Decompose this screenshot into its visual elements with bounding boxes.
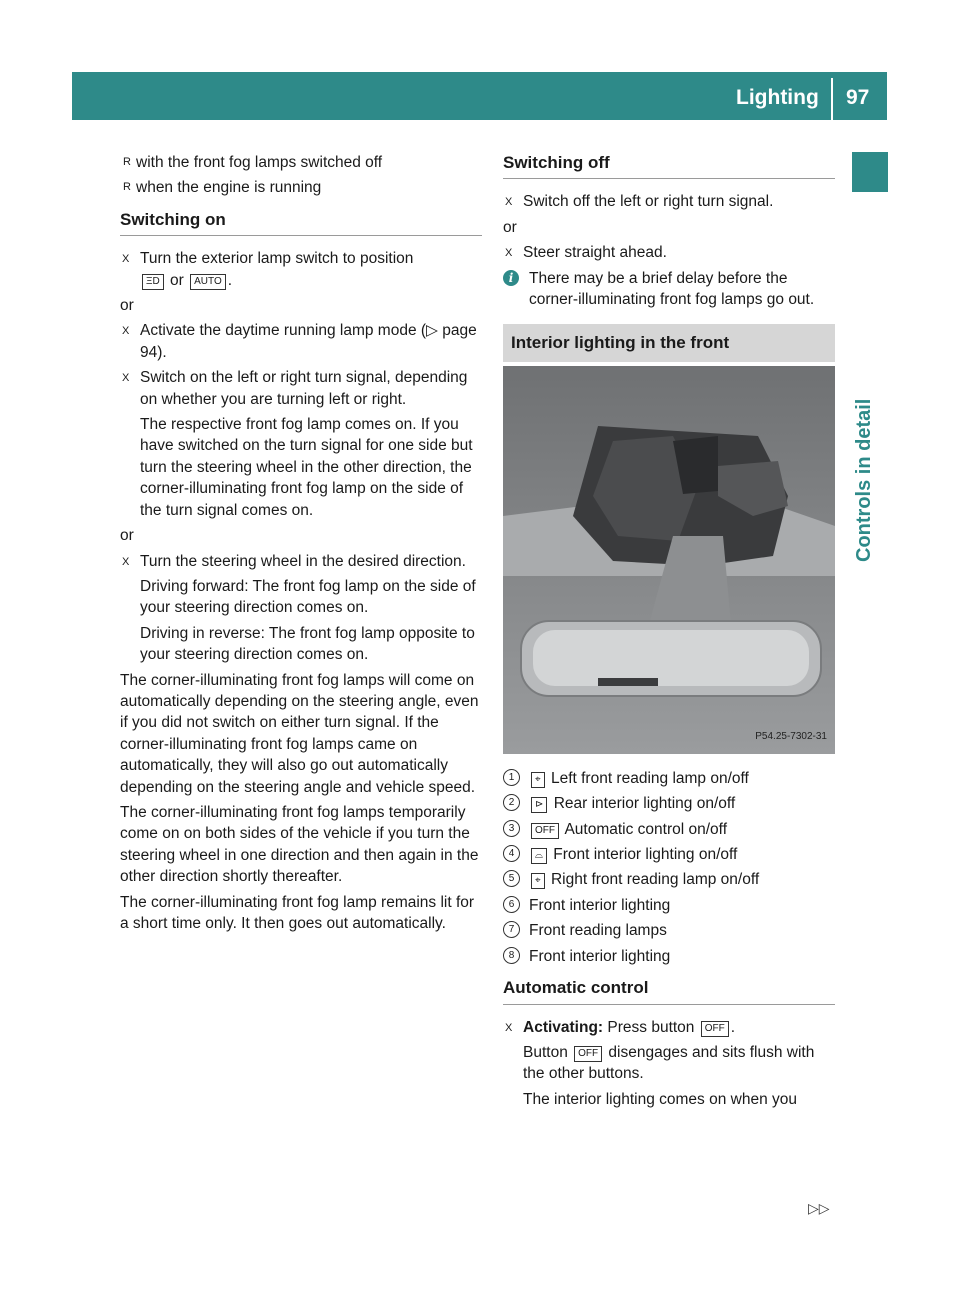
- button-symbol-icon: ⊳: [531, 797, 547, 813]
- step-text: Steer straight ahead.: [523, 244, 667, 262]
- figure-illustration: [503, 366, 835, 754]
- or-text: or: [120, 527, 134, 545]
- step-detail: Driving in reverse: The front fog lamp opposite to your steering direction comes on.: [140, 624, 475, 664]
- step-arrow-icon: X: [505, 196, 513, 209]
- step-label: Activating:: [523, 1018, 604, 1036]
- legend-item: [503, 793, 835, 814]
- legend-text: Front interior lighting on/off: [553, 846, 738, 864]
- info-icon: i: [503, 270, 519, 286]
- header-divider: [831, 78, 833, 120]
- legend-number: 2: [503, 794, 520, 811]
- step-detail: The interior lighting comes on when you: [523, 1090, 797, 1108]
- legend-text: Rear interior lighting on/off: [553, 795, 736, 813]
- legend-number: 6: [503, 896, 520, 913]
- step-detail: Driving forward: The front fog lamp on the side of your steering direction comes on.: [140, 577, 476, 617]
- step-text: Switch on the left or right turn signal, depending on whether you are turning left or right.: [140, 369, 468, 408]
- step-text: Activate the daytime running lamp mode (▷ page 94).: [140, 322, 477, 361]
- section-box-heading: Interior lighting in the front: [503, 324, 835, 361]
- bullet-icon: R: [123, 156, 131, 168]
- heading-automatic-control: Automatic control: [503, 977, 835, 1004]
- legend-list: [503, 768, 835, 967]
- step-text: Press button: [603, 1018, 699, 1036]
- info-note: [503, 268, 835, 311]
- step-text: Turn the exterior lamp switch to position: [140, 250, 414, 268]
- step-item: [120, 551, 482, 572]
- detail-text: Button: [523, 1043, 573, 1061]
- or-text: or: [503, 218, 517, 236]
- overhead-control-panel-photo: [503, 366, 835, 754]
- low-beam-icon: ΞD: [142, 274, 164, 290]
- step-text: .: [227, 271, 233, 289]
- step-item: [120, 367, 482, 410]
- legend-number: 3: [503, 820, 520, 837]
- left-column: [120, 152, 482, 938]
- paragraph: The corner-illuminating front fog lamps temporarily come on on both sides of the vehicle if you turn the steering wheel in one direction and then again in the other direction shortly thereafter.: [120, 803, 479, 886]
- step-item: X Activating: Press button OFF .: [503, 1017, 835, 1038]
- bullet-text: with the front fog lamps switched off: [136, 154, 383, 171]
- page-number: 97: [846, 86, 870, 109]
- legend-item: [503, 819, 835, 840]
- chapter-label: Controls in detail: [853, 398, 875, 562]
- step-arrow-icon: X: [505, 1021, 513, 1034]
- legend-item: [503, 844, 835, 865]
- side-tab-marker: [852, 152, 888, 192]
- bullet-icon: R: [123, 181, 131, 194]
- heading-switching-off: Switching off: [503, 152, 835, 179]
- legend-number: 4: [503, 845, 520, 862]
- step-arrow-icon: X: [122, 253, 130, 266]
- detail-text: disengages and sits flush with the other buttons.: [523, 1043, 815, 1083]
- button-symbol-icon: ⌓: [531, 848, 547, 864]
- legend-item: [503, 768, 835, 789]
- legend-number: 1: [503, 769, 520, 786]
- section-title: Lighting: [736, 86, 819, 109]
- note-text: There may be a brief delay before the corner-illuminating front fog lamps go out.: [529, 269, 815, 309]
- step-arrow-icon: X: [122, 555, 130, 568]
- step-arrow-icon: X: [122, 325, 130, 338]
- legend-text: Left front reading lamp on/off: [550, 769, 749, 787]
- button-symbol-icon: OFF: [531, 823, 559, 839]
- or-text: or: [120, 297, 134, 315]
- paragraph: The corner-illuminating front fog lamps will come on automatically depending on the steering angle, even if you did not switch on either turn signal. If the corner-illuminating front fog lamps came on automatically, they will also go out automatically depending on the steering angle and vehicle speed.: [120, 671, 479, 796]
- auto-off-button-icon: OFF: [701, 1021, 729, 1037]
- legend-text: Automatic control on/off: [564, 820, 728, 838]
- legend-text: Right front reading lamp on/off: [550, 871, 760, 889]
- legend-text: Front reading lamps: [529, 922, 667, 940]
- step-text: Switch off the left or right turn signal.: [523, 193, 774, 211]
- legend-item: [503, 869, 835, 890]
- legend-item: [503, 946, 835, 967]
- legend-item: [503, 920, 835, 941]
- step-item: [503, 191, 835, 212]
- legend-number: 5: [503, 870, 520, 887]
- step-detail: [523, 1042, 835, 1085]
- step-item: [503, 242, 835, 263]
- step-item: [120, 248, 482, 291]
- list-item: [120, 177, 482, 198]
- paragraph: The corner-illuminating front fog lamp remains lit for a short time only. It then goes out automatically.: [120, 893, 475, 932]
- right-column: [503, 152, 835, 1114]
- legend-item: [503, 895, 835, 916]
- auto-off-button-icon: OFF: [574, 1046, 602, 1062]
- button-symbol-icon: ⌖: [531, 873, 545, 889]
- step-item: [120, 320, 482, 363]
- step-text: Turn the steering wheel in the desired direction.: [140, 552, 466, 570]
- list-item: [120, 152, 482, 173]
- bullet-text: when the engine is running: [136, 179, 322, 197]
- step-detail: The respective front fog lamp comes on. If you have switched on the turn signal for one side but turn the steering wheel in the other direction, the corner-illuminating front fog lamp on the side of the turn signal comes on.: [140, 416, 473, 519]
- step-arrow-icon: X: [122, 372, 130, 385]
- heading-switching-on: Switching on: [120, 209, 482, 236]
- auto-icon: AUTO: [190, 274, 226, 290]
- legend-text: Front interior lighting: [529, 896, 671, 914]
- figure-reference: P54.25-7302-31: [755, 731, 827, 743]
- legend-number: 8: [503, 947, 520, 964]
- button-symbol-icon: ⌖: [531, 772, 545, 788]
- legend-text: Front interior lighting: [529, 947, 671, 965]
- step-text: or: [165, 271, 189, 289]
- legend-number: 7: [503, 921, 520, 938]
- step-arrow-icon: X: [505, 247, 513, 260]
- continue-arrow-icon: ▷▷: [808, 1200, 830, 1216]
